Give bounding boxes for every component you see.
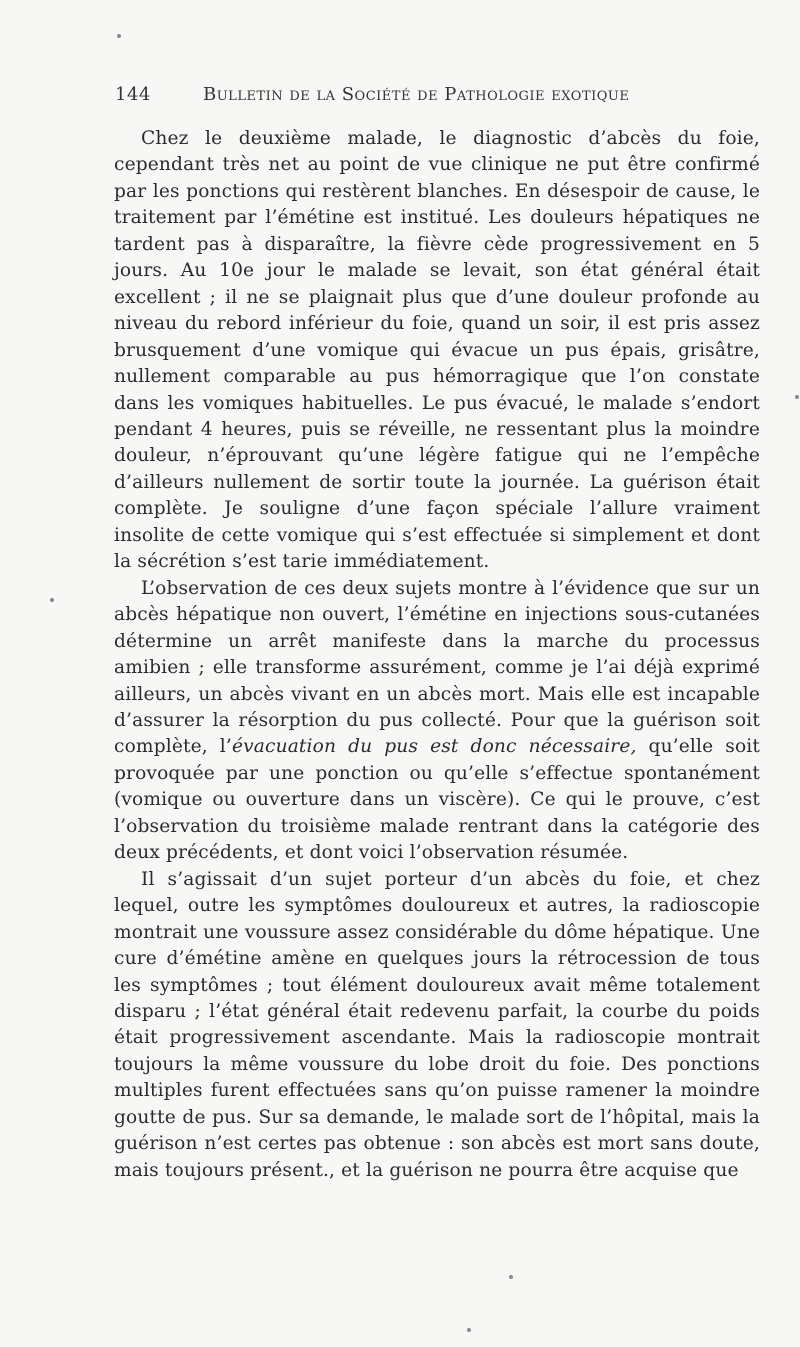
paragraph-3: Il s’agissait d’un sujet porteur d’un abcès du foie, et chez lequel, outre les symptômes douloureux et autres, la radioscopie montrait une voussure assez considérable du dôme hépatique. Une cure d’émétine amène en quelques jours la rétrocession de tous les symptômes ; tout élément douloureux avait même totalement disparu ; l’état général était redevenu parfait, la courbe du poids était progressivement ascendante. Mais la radioscopie montrait toujours la même voussure du lobe droit du foie. Des ponctions multiples furent effectuées sans qu’on puisse ramener la moindre goutte de pus. Sur sa demande, le malade sort de l’hôpital, mais la guérison n’est certes pas obtenue : son abcès est mort sans doute, mais toujours présent., et la guérison ne pourra être acquise que [114, 868, 760, 1181]
running-head: Bulletin de la Société de Pathologie exotique [203, 84, 630, 105]
paragraph-2 [114, 576, 760, 867]
paragraph-2-italic-phrase: évacuation du pus est donc nécessaire, [231, 736, 637, 758]
paper-speck [467, 1328, 471, 1332]
page-header [115, 84, 685, 110]
paper-speck [50, 598, 54, 602]
paragraph-2-text-end: qu’elle soit provoquée par une ponction ou qu’elle s’effectue spontanément (vomique ou ouverture dans un viscère). Ce qui le prouve, c’est l’observation du troisième malade rentrant dans la catégorie des deux précédents, et dont voici l’observation résumée. [114, 736, 761, 864]
paper-speck [795, 395, 799, 399]
page-number: 144 [115, 84, 151, 105]
body-text [114, 126, 760, 1184]
paper-speck [509, 1275, 513, 1279]
paragraph-1: Chez le deuxième malade, le diagnostic d’abcès du foie, cependant très net au point de vue clinique ne put être confirmé par les ponctions qui restèrent blanches. En désespoir de cause, le traitement par l’émétine est institué. Les douleurs hépatiques ne tardent pas à disparaître, la fièvre cède progressivement en 5 jours. Au 10e jour le malade se levait, son état général était excellent ; il ne se plaignait plus que d’une douleur profonde au niveau du rebord inférieur du foie, quand un soir, il est pris assez brusquement d’une vomique qui évacue un pus épais, grisâtre, nullement comparable au pus hémorragique que l’on constate dans les vomiques habituelles. Le pus évacué, le malade s’endort pendant 4 heures, puis se réveille, ne ressentant plus la moindre douleur, n’éprouvant qu’une légère fatigue qui ne l’empêche d’ailleurs nullement de sortir toute la journée. La guérison était complète. Je souligne d’une façon spéciale l’allure vraiment insolite de cette vomique qui s’est effectuée si simplement et dont la sécrétion s’est tarie immédiatement. [114, 128, 760, 573]
paragraph-2-text-start: L’observation de ces deux sujets montre à l’évidence que sur un abcès hépatique non ouvert, l’émétine en injections sous-cutanées détermine un arrêt manifeste dans la marche du processus amibien ; elle transforme assurément, comme je l’ai déjà exprimé ailleurs, un abcès vivant en un abcès mort. Mais elle est incapable d’assurer la résorption du pus collecté. Pour que la guérison soit complète, l’ [114, 577, 760, 758]
paper-speck [117, 34, 121, 38]
